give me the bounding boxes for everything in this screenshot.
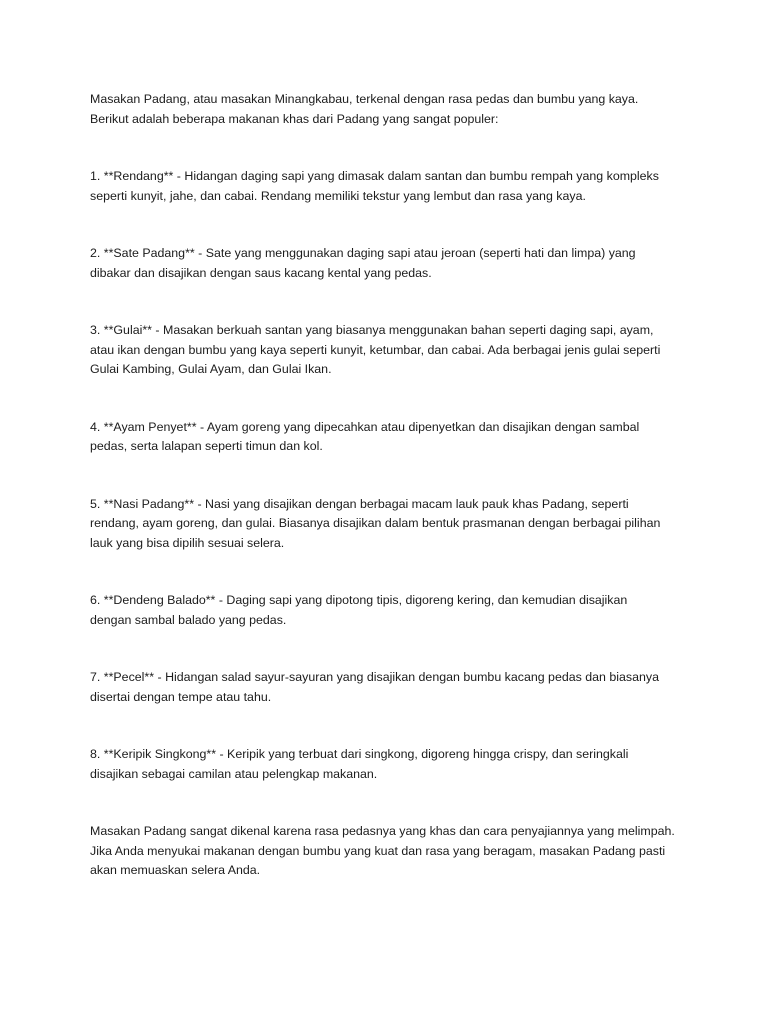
closing-line: Masakan Padang sangat dikenal karena rasa pedasnya yang khas dan cara penyajiannya yang melimpah.	[90, 824, 675, 838]
closing-line: Jika Anda menyukai makanan dengan bumbu yang kuat dan rasa yang beragam, masakan Padang pasti	[90, 843, 666, 858]
list-item-keripik-singkong	[90, 745, 690, 784]
list-item-line: 7. **Pecel** - Hidangan salad sayur-sayuran yang disajikan dengan bumbu kacang pedas dan biasanya	[90, 670, 659, 684]
list-item-line: rendang, ayam goreng, dan gulai. Biasanya disajikan dalam bentuk prasmanan dengan berbagai pilihan	[90, 516, 661, 530]
list-item-line: disertai dengan tempe atau tahu.	[90, 689, 272, 704]
list-item-pecel	[90, 668, 690, 707]
list-item-line: seperti kunyit, jahe, dan cabai. Rendang memiliki tekstur yang lembut dan rasa yang kaya.	[90, 188, 586, 203]
list-item-line: 5. **Nasi Padang** - Nasi yang disajikan dengan berbagai macam lauk pauk khas Padang, seperti	[90, 496, 629, 511]
list-item-line: lauk yang bisa dipilih sesuai selera.	[90, 535, 285, 550]
list-item-dendeng-balado	[90, 591, 690, 630]
list-item-line: disajikan sebagai camilan atau pelengkap makanan.	[90, 766, 378, 781]
list-item-line: dengan sambal balado yang pedas.	[90, 612, 287, 627]
list-item-gulai	[90, 321, 690, 380]
list-item-nasi-padang	[90, 495, 690, 554]
list-item-sate-padang	[90, 244, 690, 283]
list-item-line: pedas, serta lalapan seperti timun dan kol.	[90, 439, 323, 453]
list-item-ayam-penyet	[90, 418, 690, 457]
list-item-line: 3. **Gulai** - Masakan berkuah santan yang biasanya menggunakan bahan seperti daging sapi, ayam,	[90, 323, 654, 337]
list-item-line: atau ikan dengan bumbu yang kaya seperti kunyit, ketumbar, dan cabai. Ada berbagai jenis gulai seperti	[90, 342, 661, 357]
list-item-line: 6. **Dendeng Balado** - Daging sapi yang dipotong tipis, digoreng kering, dan kemudian disajikan	[90, 593, 628, 607]
list-item-line: 2. **Sate Padang** - Sate yang menggunakan daging sapi atau jeroan (seperti hati dan limpa) yang	[90, 246, 636, 260]
closing-paragraph	[90, 822, 690, 881]
document-body	[90, 90, 690, 919]
list-item-line: Gulai Kambing, Gulai Ayam, dan Gulai Ikan.	[90, 362, 332, 376]
closing-line: akan memuaskan selera Anda.	[90, 863, 261, 877]
intro-paragraph	[90, 90, 690, 129]
list-item-line: 8. **Keripik Singkong** - Keripik yang terbuat dari singkong, digoreng hingga crispy, dan seringkali	[90, 747, 629, 761]
list-item-rendang	[90, 167, 690, 206]
list-item-line: 1. **Rendang** - Hidangan daging sapi yang dimasak dalam santan dan bumbu rempah yang kompleks	[90, 169, 659, 183]
list-item-line: dibakar dan disajikan dengan saus kacang kental yang pedas.	[90, 265, 432, 280]
intro-line: Masakan Padang, atau masakan Minangkabau, terkenal dengan rasa pedas dan bumbu yang kaya.	[90, 92, 639, 106]
list-item-line: 4. **Ayam Penyet** - Ayam goreng yang dipecahkan atau dipenyetkan dan disajikan dengan sambal	[90, 419, 640, 434]
intro-line: Berikut adalah beberapa makanan khas dari Padang yang sangat populer:	[90, 111, 499, 126]
